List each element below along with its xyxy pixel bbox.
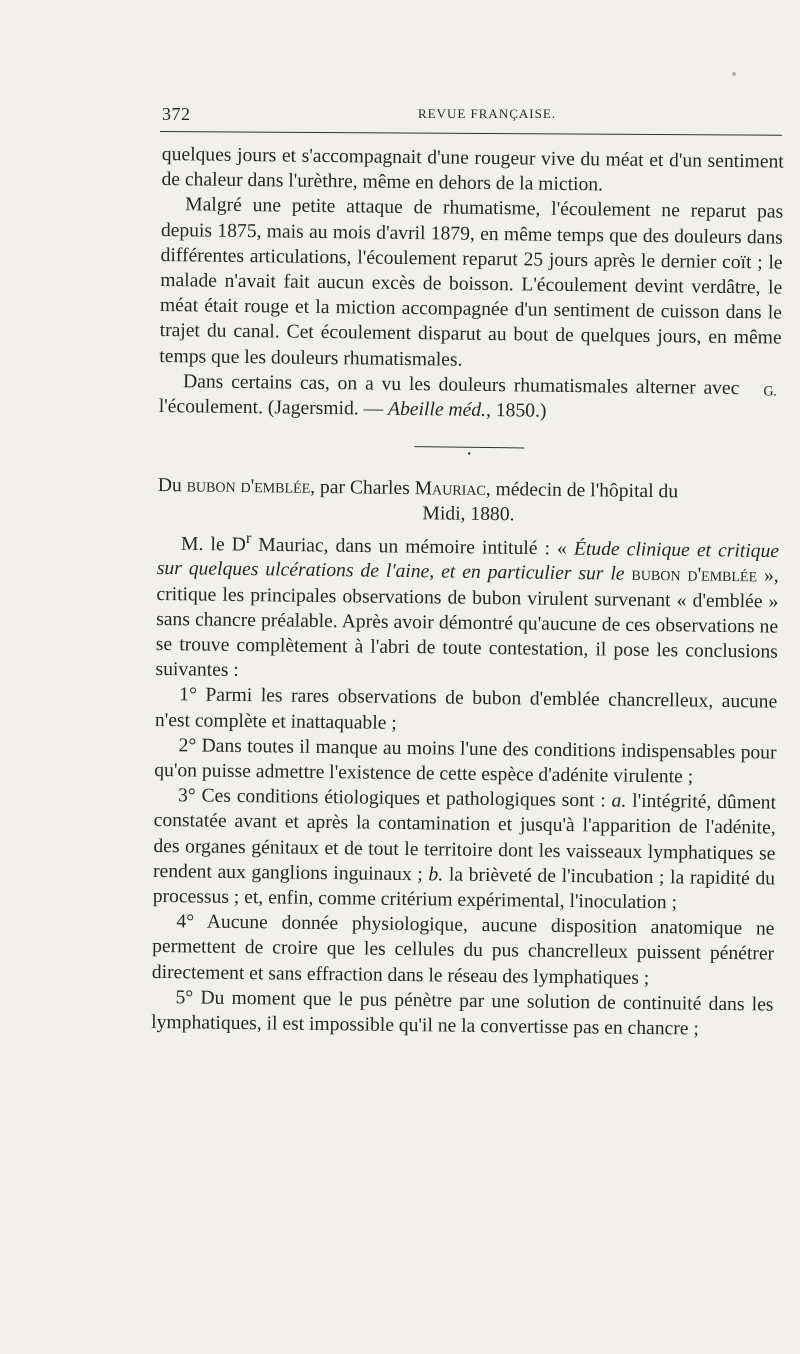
conclusion-3: 3° Ces conditions étiologiques et pathologiques sont : a. l'intégrité, dûment constatée avant et après la contamination et jusqu'à l'apparition de l'adénite, des organes génitaux et de tout le territoire dont les vaisseaux lymphatiques se rendent aux ganglions inguinaux ; b. la brièveté de l'incubation ; la rapidité du processus ; et, enfin, comme critérium expérimental, l'inoculation ; [152, 785, 777, 914]
paragraph-intro: M. le $D^r$ Mauriac, dans un mémoire intitulé : « Étude clinique et critique sur quelques ulcérations de l'aine, et en particulier sur le bubon d'emblée », critique les principales observations de bubon virulent survenant « d'emblée » sans chancre préalable. Après avoir démontré qu'aucune de ces observations ne se trouve complètement à l'abri de toute contestation, il pose les conclusions suivantes : [155, 527, 780, 682]
paragraph-citation [159, 369, 782, 427]
journal-name: Abeille méd. [387, 398, 487, 422]
citation-text: Dans certains cas, on a vu les douleurs rhumatismales alterner avec l'écoulement. (Jagersmid. — Abeille méd., 1850.) [158, 371, 740, 422]
paragraph-continued: quelques jours et s'accompagnait d'une rougeur vive du méat et d'un sentiment de chaleur dans l'urèthre, même en dehors de la miction. [161, 143, 784, 196]
divider-dot: • [467, 448, 472, 461]
conclusion-1: 1° Parmi les rares observations de bubon d'emblée chancrelleux, aucune n'est complète et inattaquable ; [154, 684, 778, 734]
page-body [151, 142, 784, 1043]
author-name: Mauriac [414, 478, 486, 501]
running-title: REVUE FRANÇAISE. [417, 106, 557, 121]
article-title: Du bubon d'emblée, par Charles Mauriac, médecin de l'hôpital du [157, 475, 679, 503]
ink-speck [732, 72, 736, 76]
conclusion-4: 4° Aucune donnée physiologique, aucune disposition anatomique ne permettent de croire que les cellules du pus chancrelleux puissent pénétrer directement et sans effraction dans le réseau des lymphatiques ; [151, 911, 775, 989]
memoir-title: Étude clinique et critique sur quelques ulcérations de l'aine, et en particulier sur le [156, 538, 780, 586]
conclusion-2: 2° Dans toutes il manque au moins l'une des conditions indispensables pour qu'on puisse admettre l'existence de cette espèce d'adénite virulente ; [154, 735, 777, 788]
header-rule [160, 131, 782, 136]
conclusion-5: 5° Du moment que le pus pénètre par une solution de continuité dans les lymphatiques, il est impossible qu'il ne la convertisse pas en chancre ; [151, 987, 774, 1040]
page-number: 372 [162, 104, 191, 124]
article-title-line2: Midi, 1880. [422, 503, 515, 526]
signature: G. [763, 384, 778, 400]
page-header [162, 104, 782, 128]
paragraph-rheumatism: Malgré une petite attaque de rhumatisme, l'écoulement ne reparut pas depuis 1875, mais au mois d'avril 1879, en même temps que des douleurs dans différentes articulations, l'écoulement reparut 25 jours après le dernier coït ; le malade n'avait fait aucun excès de boisson. L'écoulement devint verdâtre, le méat était rouge et la miction accompagnée d'un sentiment de cuisson dans le trajet du canal. Cet écoulement disparut au bout de quelques jours, en même temps que les douleurs rhumatismales. [159, 194, 784, 371]
